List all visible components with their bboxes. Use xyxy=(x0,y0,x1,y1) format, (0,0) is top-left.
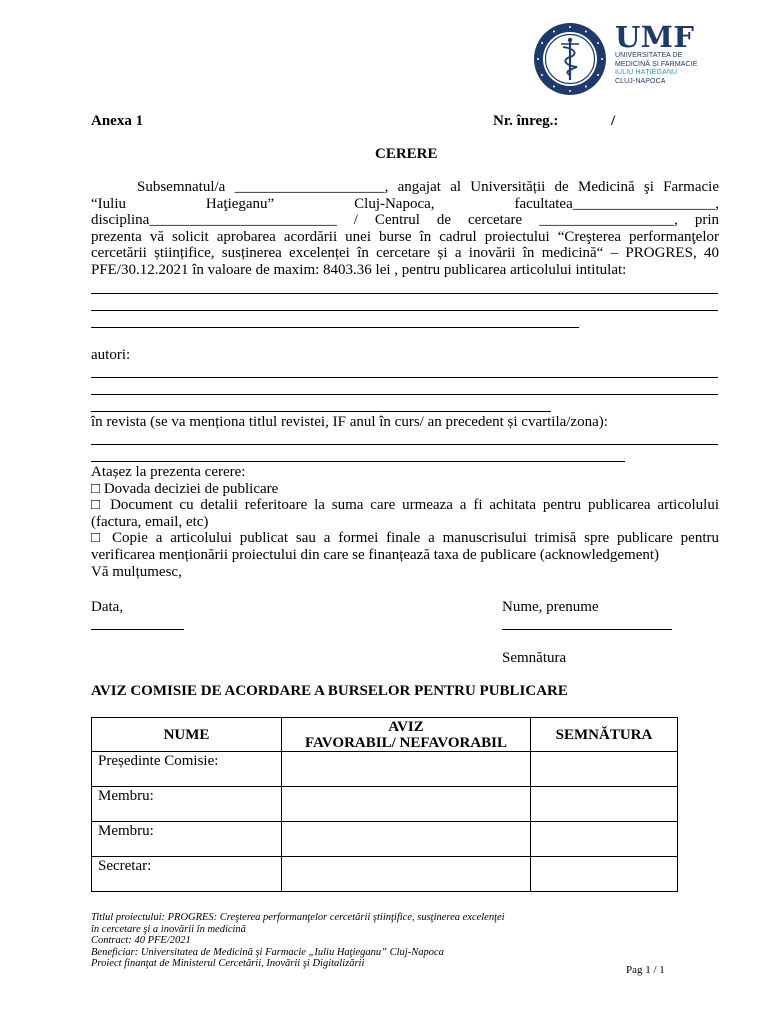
request-line-1: Subsemnatul/a ____________________, angajat al Universității de Medicină şi Farmacie xyxy=(137,179,719,195)
checkbox-icon: □ xyxy=(91,530,105,547)
signature-label: Semnătura xyxy=(502,650,567,666)
date-line xyxy=(91,629,184,630)
attachment-item-2-cont: (factura, email, etc) xyxy=(91,513,209,530)
signature-cell[interactable] xyxy=(531,857,678,892)
umf-wordmark xyxy=(615,22,698,86)
opinion-cell[interactable] xyxy=(282,752,531,787)
page-number: Pag 1 / 1 xyxy=(626,964,665,976)
checkbox-icon: □ xyxy=(91,497,104,514)
umf-line-4: CLUJ-NAPOCA xyxy=(615,77,666,85)
attachment-item-1-text: Dovada deciziei de publicare xyxy=(103,480,279,497)
column-header-opinion-line-1: AVIZ xyxy=(388,718,424,735)
committee-role-member-2: Membru: xyxy=(92,822,282,857)
authors-label: autori: xyxy=(91,347,131,363)
committee-role-secretary: Secretar: xyxy=(92,857,282,892)
column-header-signature: SEMNĂTURA xyxy=(531,718,678,752)
attachment-item-2-text: Document cu detalii referitoare la suma care urmeaza a fi achitata pentru publicarea articolului xyxy=(110,497,720,514)
article-title-line-3 xyxy=(91,327,579,328)
project-footer xyxy=(91,912,671,970)
table-header-row xyxy=(92,718,678,752)
umf-line-2: MEDICINĂ ȘI FARMACIE xyxy=(615,60,698,68)
attachments-intro: Atașez la prezenta cerere: xyxy=(91,464,246,480)
annex-label: Anexa 1 xyxy=(91,113,144,129)
signature-cell[interactable] xyxy=(531,822,678,857)
request-paragraph xyxy=(91,179,719,279)
attachment-item-2 xyxy=(91,497,719,514)
footer-line-3: Contract: 40 PFE/2021 xyxy=(91,935,191,946)
committee-role-president: Președinte Comisie: xyxy=(92,752,282,787)
table-row xyxy=(92,857,678,892)
request-line-3: disciplina_________________________ / Centrul de cercetare __________________, prin xyxy=(91,212,719,229)
name-label: Nume, prenume xyxy=(502,599,599,615)
opinion-cell[interactable] xyxy=(282,822,531,857)
thanks-text: Vă mulțumesc, xyxy=(91,563,182,580)
request-line-6: PFE/30.12.2021 în valoare de maxim: 8403.36 lei , pentru publicarea articolului intitulat: xyxy=(91,261,627,278)
article-title-line-1 xyxy=(91,293,718,294)
journal-label: în revista (se va menționa titlul revistei, IF anul în curs/ an precedent și cvartila/zona): xyxy=(91,414,608,430)
registration-separator: / xyxy=(611,113,616,129)
article-title-line-2 xyxy=(91,310,718,311)
attachment-item-3-cont: verificarea menționării proiectului din care se finanțează taxa de publicare (acknowledgement) xyxy=(91,546,660,563)
university-seal-icon xyxy=(533,22,607,96)
footer-line-2: în cercetare şi a inovării în medicină xyxy=(91,923,246,935)
authors-line-2 xyxy=(91,394,718,395)
attachments-section xyxy=(91,464,719,580)
signature-cell[interactable] xyxy=(531,752,678,787)
opinion-cell[interactable] xyxy=(282,787,531,822)
authors-line-3 xyxy=(91,411,551,412)
table-row xyxy=(92,787,678,822)
signature-cell[interactable] xyxy=(531,787,678,822)
journal-line-2 xyxy=(91,461,625,462)
footer-line-1: Titlul proiectului: PROGRES: Creşterea performanţelor cercetării ştiinţifice, susţinerea excelenţei xyxy=(91,912,505,923)
committee-role-member-1: Membru: xyxy=(92,787,282,822)
table-row xyxy=(92,752,678,787)
footer-line-4: Beneficiar: Universitatea de Medicină şi Farmacie „Iuliu Haţieganu” Cluj-Napoca xyxy=(91,946,444,958)
attachment-item-1 xyxy=(91,481,719,498)
request-line-2: “Iuliu Haţieganu” Cluj-Napoca, facultatea___________________, xyxy=(91,195,719,212)
column-header-name: NUME xyxy=(92,718,282,752)
committee-table xyxy=(91,717,678,892)
request-line-5: cercetării științifice, susținerea excelenței în cercetare și a inovării în medicină“ – PROGRES, 40 xyxy=(91,245,719,262)
footer-line-5: Proiect finanţat de Ministerul Cercetării, Inovării şi Digitalizării xyxy=(91,958,365,969)
umf-line-3: IULIU HAȚIEGANU xyxy=(615,69,678,76)
name-line xyxy=(502,629,672,630)
journal-line-1 xyxy=(91,444,718,445)
table-row xyxy=(92,822,678,857)
authors-line-1 xyxy=(91,377,718,378)
attachment-item-3 xyxy=(91,530,719,547)
registration-label: Nr. înreg.: xyxy=(493,113,559,129)
umf-logo xyxy=(533,22,703,96)
umf-line-1: UNIVERSITATEA DE xyxy=(615,52,683,59)
checkbox-icon: □ xyxy=(91,480,101,497)
umf-acronym: UMF xyxy=(615,20,695,54)
request-line-4: prezenta vă solicit aprobarea acordării unei burse în cadrul proiectului “Creşterea performanţelor xyxy=(91,228,719,245)
committee-title: AVIZ COMISIE DE ACORDARE A BURSELOR PENTRU PUBLICARE xyxy=(91,683,568,699)
attachment-item-3-text: Copie a articolului publicat sau a formei finale a manuscrisului trimisă spre publicare pentru xyxy=(112,530,719,547)
column-header-opinion-line-2: FAVORABIL/ NEFAVORABIL xyxy=(304,734,508,751)
document-title: CERERE xyxy=(375,146,438,162)
date-label: Data, xyxy=(91,599,124,615)
opinion-cell[interactable] xyxy=(282,857,531,892)
column-header-opinion xyxy=(282,718,531,752)
